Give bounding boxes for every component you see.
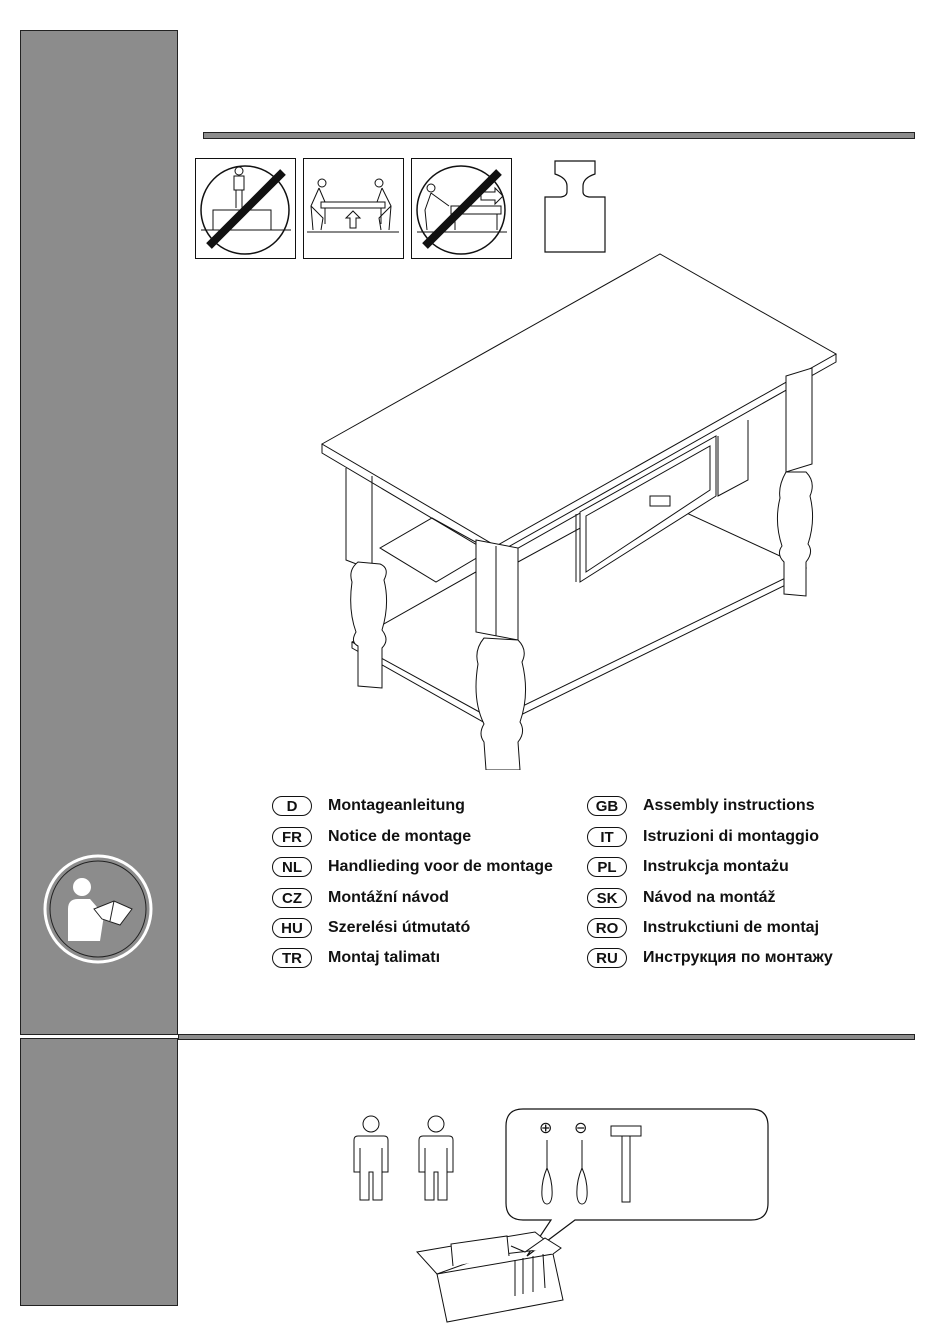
language-label: Montážní návod (328, 889, 449, 906)
language-entry (587, 794, 815, 818)
phillips-screwdriver-icon (538, 1138, 556, 1208)
language-code-badge: RU (587, 948, 627, 968)
language-code-badge: TR (272, 948, 312, 968)
weight-icon (543, 160, 607, 254)
top-rule (203, 132, 915, 139)
flat-symbol: ⊖ (574, 1120, 588, 1137)
language-code-badge: IT (587, 827, 627, 847)
language-code-badge: D (272, 796, 312, 816)
language-entry (587, 916, 819, 940)
language-entry (272, 916, 470, 940)
language-code-badge: GB (587, 796, 627, 816)
language-entry (272, 886, 449, 910)
language-entry (587, 886, 775, 910)
language-label: Montaj talimatı (328, 949, 441, 966)
language-entry (272, 825, 471, 849)
language-entry (272, 794, 465, 818)
language-code-badge: NL (272, 857, 312, 877)
language-label: Handlieding voor de montage (328, 858, 553, 875)
language-code-badge: HU (272, 918, 312, 938)
language-code-badge: PL (587, 857, 627, 877)
language-label: Szerelési útmutató (328, 919, 471, 936)
language-entry (587, 946, 833, 970)
language-code-badge: FR (272, 827, 312, 847)
toolbox-icon (415, 1226, 575, 1326)
read-manual-icon (42, 853, 154, 965)
language-label: Instrukcja montażu (643, 858, 789, 875)
language-label: Montageanleitung (328, 797, 465, 814)
language-code-badge: SK (587, 888, 627, 908)
person-icon (348, 1114, 394, 1204)
phillips-symbol: ⊕ (539, 1120, 553, 1137)
no-standing-on-table-icon (195, 158, 297, 260)
language-label: Instrukctiuni de montaj (643, 919, 820, 936)
middle-rule (178, 1034, 915, 1040)
language-code-badge: CZ (272, 888, 312, 908)
no-dragging-icon (411, 158, 513, 260)
sidebar-bottom (20, 1038, 178, 1306)
language-entry (272, 946, 440, 970)
language-entry (272, 855, 553, 879)
person-icon (413, 1114, 459, 1204)
two-person-lift-icon (303, 158, 405, 260)
language-label: Assembly instructions (643, 797, 815, 814)
language-label: Návod na montáž (643, 889, 776, 906)
language-label: Istruzioni di montaggio (643, 828, 819, 845)
hammer-icon (608, 1122, 644, 1206)
language-label: Notice de montage (328, 828, 472, 845)
language-label: Инструкция по монтажу (643, 949, 833, 966)
language-entry (587, 855, 789, 879)
language-entry (587, 825, 819, 849)
flat-screwdriver-icon (573, 1138, 591, 1208)
furniture-drawing (318, 250, 838, 770)
language-code-badge: RO (587, 918, 627, 938)
